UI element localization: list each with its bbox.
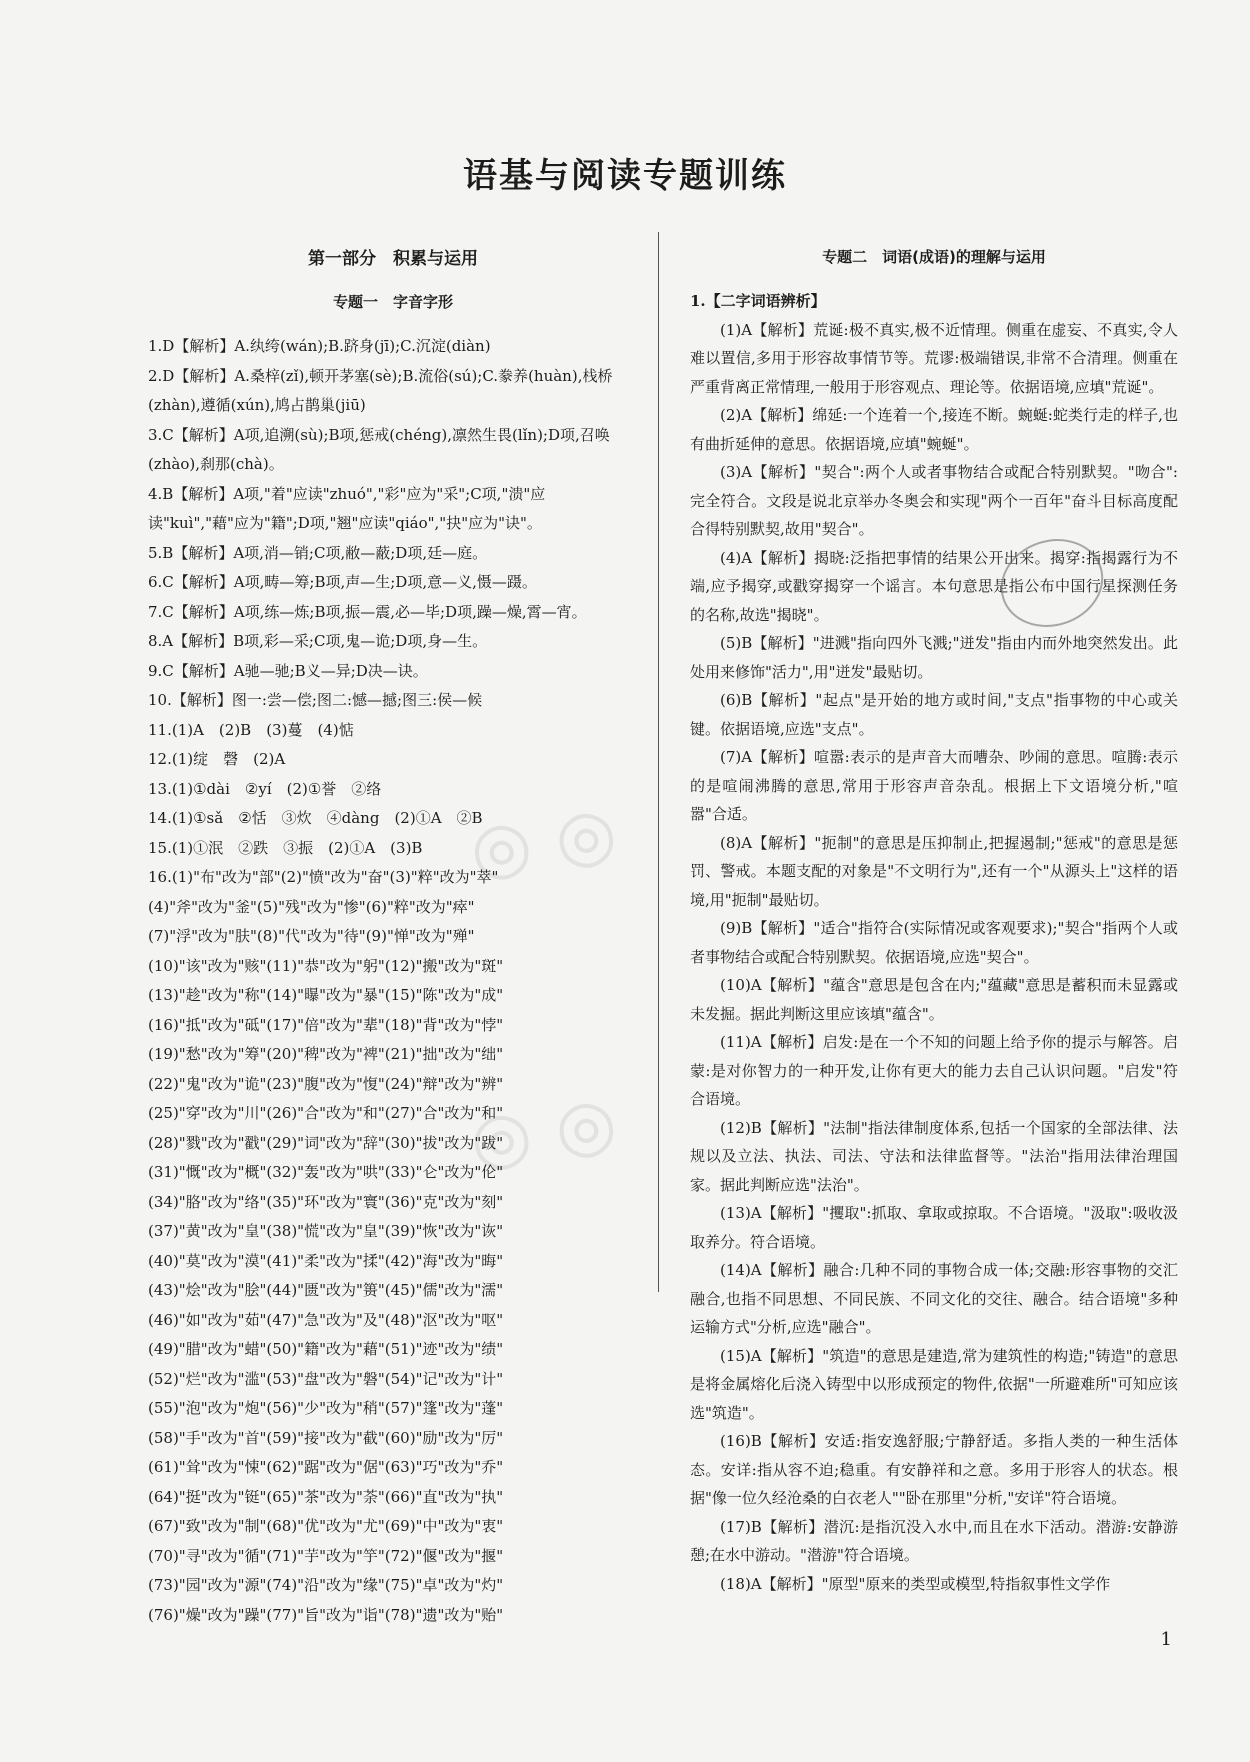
answer-item: (43)"烩"改为"脍"(44)"匮"改为"篑"(45)"儒"改为"濡": [148, 1281, 504, 1299]
left-answer-list: [148, 332, 638, 1630]
answer-item: 4.B【解析】A项,"着"应读"zhuó","彩"应为"采";C项,"溃"应读"kuì","藉"应为"籍";D项,"翘"应读"qiáo","抉"应为"诀"。: [148, 484, 546, 532]
answer-item: (13)A【解析】"攫取":抓取、拿取或掠取。不合语境。"汲取":吸收汲取养分。符合语境。: [690, 1204, 1178, 1251]
answer-item: (3)A【解析】"契合":两个人或者事物结合或配合特别默契。"吻合":完全符合。文段是说北京举办冬奥会和实现"两个一百年"奋斗目标高度配合得特别默契,故用"契合"。: [690, 463, 1178, 538]
answer-item: (10)A【解析】"蕴含"意思是包含在内;"蕴藏"意思是蓄积而未显露或未发掘。据此判断这里应该填"蕴含"。: [690, 976, 1178, 1023]
answer-item: (17)B【解析】潜沉:是指沉没入水中,而且在水下活动。潜游:安静游憩;在水中游动。"潜游"符合语境。: [690, 1517, 1178, 1564]
answer-item: 15.(1)①泯 ②跌 ③振 (2)①A (3)B: [148, 838, 423, 857]
answer-item: (31)"慨"改为"概"(32)"轰"改为"哄"(33)"仑"改为"伦": [148, 1163, 504, 1181]
answer-item: (61)"耸"改为"悚"(62)"踞"改为"倨"(63)"巧"改为"乔": [148, 1458, 504, 1476]
watermark-graphic: ◎ ◎: [465, 790, 622, 892]
column-divider: [658, 232, 659, 1292]
answer-item: 5.B【解析】A项,消—销;C项,敝—蔽;D项,廷—庭。: [148, 543, 488, 562]
answer-item: 8.A【解析】B项,彩—采;C项,鬼—诡;D项,身—生。: [148, 632, 488, 650]
answer-item: (9)B【解析】"适合"指符合(实际情况或客观要求);"契合"指两个人或者事物结合或配合特别默契。依据语境,应选"契合"。: [690, 919, 1178, 966]
answer-item: (8)A【解析】"扼制"的意思是压抑制止,把握遏制;"惩戒"的意思是惩罚、警戒。本题支配的对象是"不文明行为",还有一个"从源头上"这样的语境,用"扼制"最贴切。: [690, 833, 1178, 909]
answer-item: 1.D【解析】A.纨绔(wán);B.跻身(jī);C.沉淀(diàn): [148, 337, 491, 355]
watermark-graphic: ◎ ◎: [465, 1080, 622, 1182]
page-number: 1: [1160, 1629, 1172, 1650]
answer-item: (7)"浮"改为"肤"(8)"代"改为"待"(9)"惮"改为"殚": [148, 927, 475, 945]
answer-item: (25)"穿"改为"川"(26)"合"改为"和"(27)"合"改为"和": [148, 1104, 504, 1122]
answer-item: (52)"烂"改为"滥"(53)"盘"改为"磐"(54)"记"改为"计": [148, 1369, 504, 1388]
answer-item: (4)A【解析】揭晓:泛指把事情的结果公开出来。揭穿:指揭露行为不端,应予揭穿,或戳穿揭穿一个谣言。本句意思是指公布中国行星探测任务的名称,故选"揭晓"。: [690, 548, 1178, 624]
answer-item: (10)"该"改为"赅"(11)"恭"改为"躬"(12)"搬"改为"斑": [148, 956, 504, 975]
answer-item: 12.(1)绽 磬 (2)A: [148, 750, 286, 768]
answer-item: (13)"趁"改为"称"(14)"曝"改为"暴"(15)"陈"改为"成": [148, 986, 504, 1004]
answer-item: (16)"抵"改为"砥"(17)"倍"改为"辈"(18)"背"改为"悖": [148, 1015, 504, 1034]
answer-item: (70)"寻"改为"循"(71)"芋"改为"竽"(72)"偃"改为"揠": [148, 1546, 504, 1565]
answer-item: 16.(1)"布"改为"部"(2)"愤"改为"奋"(3)"粹"改为"萃": [148, 868, 499, 886]
answer-item: (64)"挺"改为"铤"(65)"茶"改为"荼"(66)"直"改为"执": [148, 1487, 504, 1506]
page-title: 语基与阅读专题训练: [463, 156, 787, 196]
answer-item: 6.C【解析】A项,畴—筹;B项,声—生;D项,意—义,慑—蹑。: [148, 573, 537, 591]
answer-item: 7.C【解析】A项,练—炼;B项,振—震,必—毕;D项,躁—燥,霄—宵。: [148, 602, 587, 621]
topic-title-1: 专题一 字音字形: [332, 293, 453, 311]
answer-item: 2.D【解析】A.桑梓(zǐ),顿开茅塞(sè);B.流俗(sú);C.豢养(huàn),栈桥(zhàn),遵循(xún),鸠占鹊巢(jiū): [148, 366, 613, 414]
topic-title-2: 专题二 词语(成语)的理解与运用: [822, 248, 1046, 266]
answer-item: (22)"鬼"改为"诡"(23)"腹"改为"愎"(24)"辩"改为"辨": [148, 1074, 504, 1093]
answer-item: (55)"泡"改为"炮"(56)"少"改为"稍"(57)"篷"改为"蓬": [148, 1399, 504, 1417]
answer-item: (6)B【解析】"起点"是开始的地方或时间,"支点"指事物的中心或关键。依据语境,应选"支点"。: [690, 691, 1178, 738]
answer-item: (49)"腊"改为"蜡"(50)"籍"改为"藉"(51)"迹"改为"绩": [148, 1340, 504, 1358]
answer-item: (46)"如"改为"茹"(47)"急"改为"及"(48)"沤"改为"呕": [148, 1310, 504, 1329]
answer-item: 10.【解析】图一:尝—偿;图二:憾—撼;图三:侯—候: [148, 691, 483, 709]
answer-item: (37)"黄"改为"皇"(38)"慌"改为"皇"(39)"恢"改为"诙": [148, 1222, 504, 1240]
answer-item: (5)B【解析】"进溅"指向四外飞溅;"迸发"指由内而外地突然发出。此处用来修饰"活力",用"迸发"最贴切。: [690, 634, 1178, 681]
answer-item: (4)"斧"改为"釜"(5)"残"改为"惨"(6)"粹"改为"瘁": [148, 897, 475, 916]
right-column: [690, 238, 1178, 1598]
answer-item: (76)"燥"改为"躁"(77)"旨"改为"诣"(78)"遗"改为"贻": [148, 1605, 504, 1624]
answer-item: (34)"胳"改为"络"(35)"环"改为"寰"(36)"克"改为"刻": [148, 1192, 504, 1211]
answer-item: (15)A【解析】"筑造"的意思是建造,常为建筑性的构造;"铸造"的意思是将金属熔化后浇入铸型中以形成预定的物件,依据"一所避难所"可知应该选"筑造"。: [690, 1346, 1178, 1422]
answer-item: (58)"手"改为"首"(59)"接"改为"截"(60)"励"改为"厉": [148, 1428, 504, 1447]
answer-item: (19)"愁"改为"筹"(20)"稗"改为"裨"(21)"拙"改为"绌": [148, 1045, 504, 1063]
answer-item: (67)"致"改为"制"(68)"优"改为"尤"(69)"中"改为"衷": [148, 1517, 504, 1535]
answer-item: 13.(1)①dài ②yí (2)①誉 ②络: [148, 779, 382, 798]
answer-item: (16)B【解析】安适:指安逸舒服;宁静舒适。多指人类的一种生活体态。安详:指从容不迫;稳重。有安静祥和之意。多用于形容人的状态。根据"像一位久经沧桑的白衣老人""卧在那里"分析,"安详"符合语境。: [690, 1432, 1178, 1507]
part-title: 第一部分 积累与运用: [308, 249, 478, 269]
right-answer-list: [690, 316, 1178, 1599]
answer-item: 11.(1)A (2)B (3)蔓 (4)惦: [148, 720, 354, 739]
answer-item: (40)"莫"改为"漠"(41)"柔"改为"揉"(42)"海"改为"晦": [148, 1251, 504, 1270]
answer-item: (73)"园"改为"源"(74)"沿"改为"缘"(75)"卓"改为"灼": [148, 1576, 504, 1594]
answer-item: (1)A【解析】荒诞:极不真实,极不近情理。侧重在虚妄、不真实,令人难以置信,多用于形容故事情节等。荒谬:极端错误,非常不合清理。侧重在严重背离正常情理,一般用于形容观点、理论等。依据语境,应填"荒诞"。: [690, 320, 1178, 396]
answer-item: (12)B【解析】"法制"指法律制度体系,包括一个国家的全部法律、法规以及立法、执法、司法、守法和法律监督等。"法治"指用法律治理国家。据此判断应选"法治"。: [690, 1118, 1178, 1194]
answer-item: 3.C【解析】A项,追溯(sù);B项,惩戒(chéng),凛然生畏(lǐn);D项,召唤(zhào),刹那(chà)。: [148, 425, 610, 473]
answer-item: (7)A【解析】喧嚣:表示的是声音大而嘈杂、吵闹的意思。喧腾:表示的是喧闹沸腾的意思,常用于形容声音杂乱。根据上下文语境分析,"喧嚣"合适。: [690, 748, 1178, 823]
answer-item: (18)A【解析】"原型"原来的类型或模型,特指叙事性文学作: [720, 1574, 1111, 1593]
left-column: [148, 238, 638, 1630]
answer-item: (11)A【解析】启发:是在一个不知的问题上给予你的提示与解答。启蒙:是对你智力的一种开发,让你有更大的能力去自己认识问题。"启发"符合语境。: [690, 1033, 1178, 1108]
answer-item: 14.(1)①sǎ ②恬 ③炊 ④dàng (2)①A ②B: [148, 809, 483, 827]
answer-item: (2)A【解析】绵延:一个连着一个,接连不断。蜿蜒:蛇类行走的样子,也有曲折延伸的意思。依据语境,应填"蜿蜒"。: [690, 406, 1178, 453]
section-heading: 1.【二字词语辨析】: [690, 292, 826, 310]
answer-item: (14)A【解析】融合:几种不同的事物合成一体;交融:形容事物的交汇融合,也指不同思想、不同民族、不同文化的交往、融合。结合语境"多种运输方式"分析,应选"融合"。: [690, 1261, 1178, 1336]
answer-item: 9.C【解析】A驰—驰;B义—异;D决—诀。: [148, 661, 428, 680]
answer-item: (28)"戮"改为"戳"(29)"词"改为"辞"(30)"拔"改为"跋": [148, 1133, 504, 1152]
